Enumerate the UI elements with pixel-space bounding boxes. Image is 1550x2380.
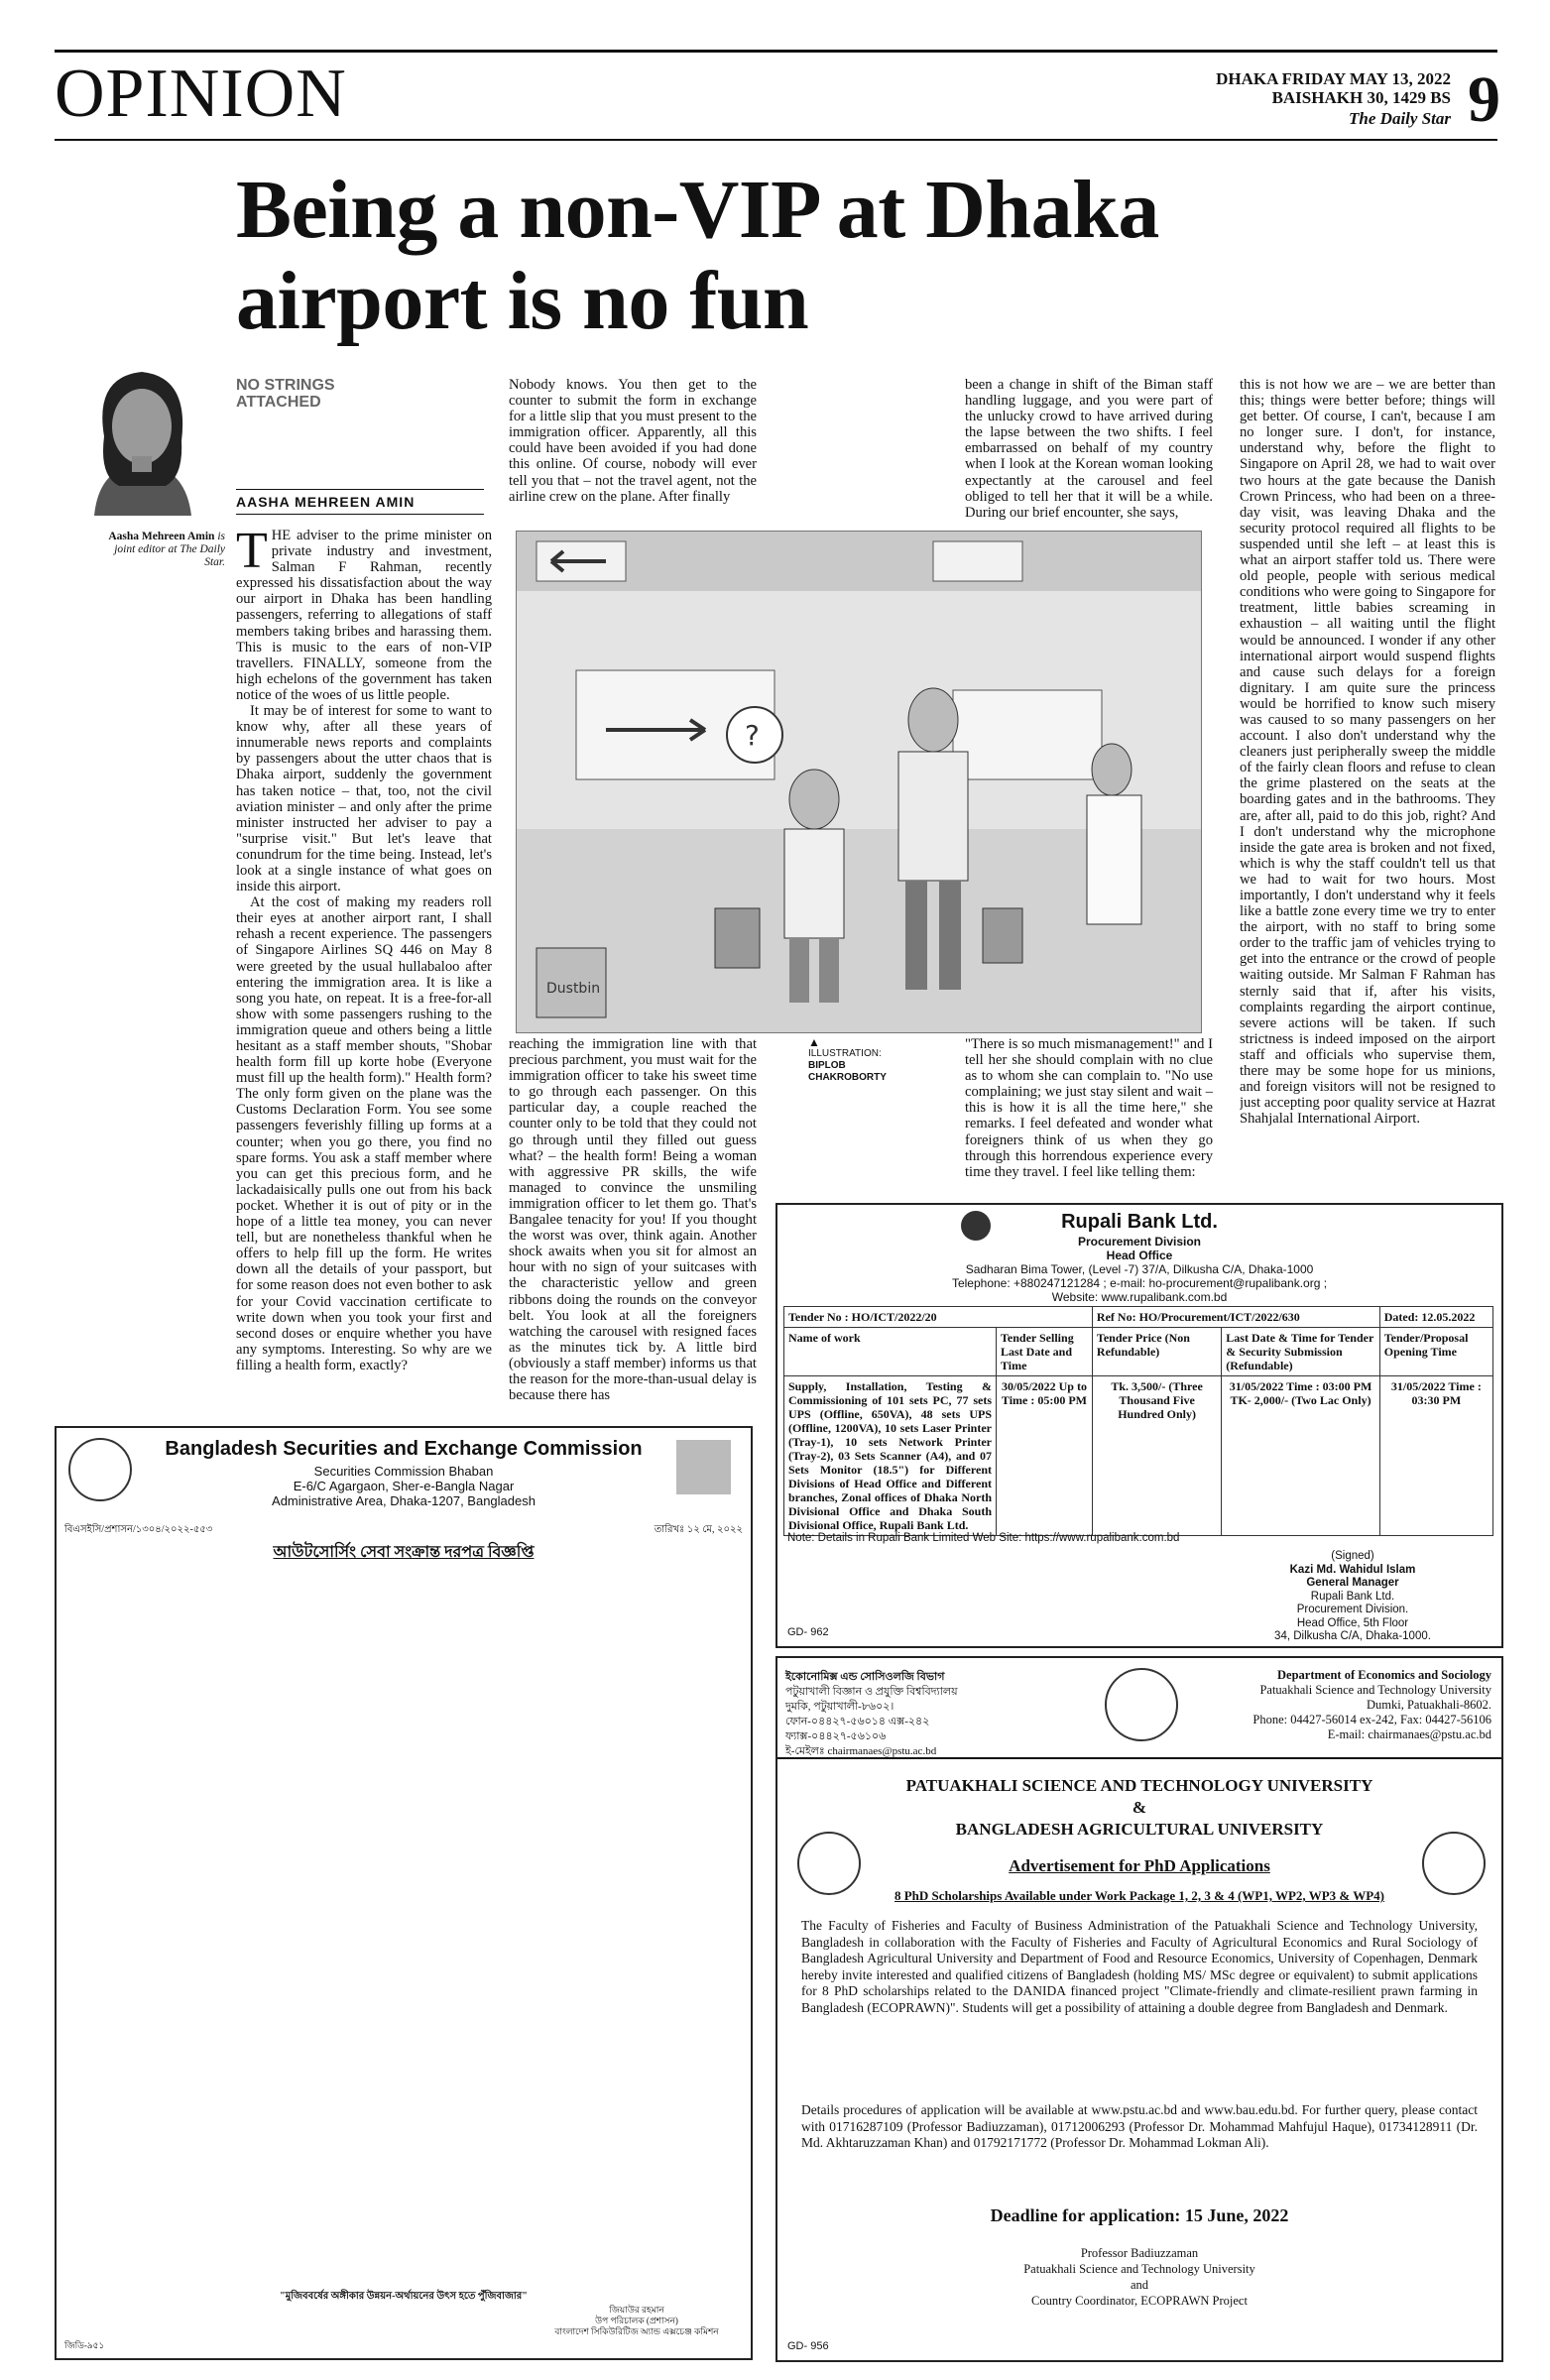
article-column-1 [236,528,492,1410]
bsec-title: Bangladesh Securities and Exchange Commission [165,1438,643,1460]
bsec-signature [533,2305,741,2337]
ad-divider [777,1757,1501,1759]
bsec-ref: বিএসইসি/প্রশাসন/১৩০৪/২০২২-৫৫৩ [64,1524,213,1535]
bn-line: দুমকি, পটুয়াখালী-৮৬০২। [785,1701,894,1713]
article-column-3-bottom [965,1036,1213,1205]
svg-text:?: ? [745,719,760,752]
bsec-code: জিডি-৯৫১ [64,2340,105,2350]
author-bio-name: Aasha Mehreen Amin [108,531,215,542]
bank-office: Head Office [1106,1249,1173,1262]
adv-title: Advertisement for PhD Applications [1009,1856,1270,1875]
col-header: Name of work [784,1328,997,1376]
adv-body-1: The Faculty of Fisheries and Faculty of Business Administration of the Patuakhali Science and Technology University, Bangladesh in collaboration with the Faculty of Fisheries and Faculty of Agricultural Economics and Rural Sociology of Bangladesh Agricultural University and Department of Food and Resource Economics, University of Copenhagen, Denmark hereby invite interested and qualified citizens of Bangladesh (holding MS/ MSc degree or equivalent) to submit applications for 8 PhD scholarships related to the DANIDA financed project "Climate-friendly and climate-resilient prawn farming in Bangladesh (ECOPRAWN)". Students will get a possibility of attaining a double degree from Bangladesh and Denmark. [801,1918,1478,2015]
sign-org: বাংলাদেশ সিকিউরিটিজ অ্যান্ড এক্সচেঞ্জ কমিশন [554,2326,719,2336]
sign-line: Professor Badiuzzaman [1080,2246,1199,2260]
adv-body-2: Details procedures of application will be available at www.pstu.ac.bd and www.bau.edu.bd. For further query, please contact with 01716287109 (Professor Badiuzzaman), 01712006293 (Professor Dr. Mohammad Mahfujul Haque), 01734128911 (Dr. Md. Akhtaruzzaman Khan) and 01792171772 (Professor Dr. Mohammad Lokman Ali). [801,2102,1478,2150]
pstu-en-header [1194,1668,1491,1742]
sign-name: Kazi Md. Wahidul Islam [1289,1563,1416,1576]
pstu-logo [1105,1668,1178,1741]
paragraph: THE adviser to the prime minister on private industry and investment, Salman F Rahman, recently expressed his dissatisfaction about the way our airport in Dhaka has been handling passengers, referring to allegations of staff members taking bribes and harassing them. This is music to the ears of non-VIP travellers. FINALLY, someone from the high echelons of the government has taken notice of the woes of us little people. [236,528,492,703]
bn-line: পটুয়াখালী বিজ্ঞান ও প্রযুক্তি বিশ্ববিদ্যালয় [785,1686,958,1698]
sign-division: Procurement Division. [1296,1604,1409,1615]
bn-line: ই-মেইলঃ chairmanaes@pstu.ac.bd [785,1745,937,1757]
price-cell: Tk. 3,500/- (Three Thousand Five Hundred Only) [1092,1376,1221,1536]
page-number: 9 [1468,63,1500,136]
pstu-code: GD- 956 [787,2340,829,2352]
illustration-credit [808,1036,917,1084]
bn-line: ইকোনোমিক্স এন্ড সোসিওলজি বিভাগ [785,1671,945,1683]
bank-signature [1214,1550,1491,1644]
en-line: Dumki, Patuakhali-8602. [1366,1698,1491,1712]
adv-signature [777,2245,1501,2309]
bank-website: Website: www.rupalibank.com.bd [1051,1290,1228,1304]
credit-name: BIPLOB CHAKROBORTY [808,1060,887,1083]
dropcap: T [236,528,268,579]
submission-cell: 31/05/2022 Time : 03:00 PM TK- 2,000/- (Two Lac Only) [1222,1376,1379,1536]
sell-date-cell: 30/05/2022 Up to Time : 05:00 PM [997,1376,1093,1536]
pstu-phd-ad [775,1656,1503,2362]
sign-title: উপ পরিচালক (প্রশাসন) [595,2316,678,2325]
bank-code: GD- 962 [787,1626,829,1638]
en-line: Department of Economics and Sociology [1277,1668,1491,1682]
bsec-logo [68,1438,132,1501]
section-title: OPINION [55,56,347,132]
bsec-address-line: E-6/C Agargaon, Sher-e-Bangla Nagar [293,1479,515,1493]
en-line: Phone: 04427-56014 ex-242, Fax: 04427-56106 [1252,1713,1491,1726]
sign-line: Patuakhali Science and Technology University [1023,2262,1255,2276]
col-header: Last Date & Time for Tender & Security Submission (Refundable) [1222,1328,1379,1376]
bsec-address-line: Administrative Area, Dhaka-1207, Bangladesh [272,1493,536,1508]
bsec-date: তারিখঃ ১২ মে, ২০২২ [654,1524,743,1535]
article-column-3-top [965,377,1213,521]
column-kicker: NO STRINGS ATTACHED [236,377,335,411]
bn-line: ফোন-০৪৪২৭-৫৬০১৪ এক্স-২৪২ ফ্যাক্স-০৪৪২৭-৫৬১০৬ [785,1716,930,1742]
author-rule [236,489,484,490]
sign-bank: Rupali Bank Ltd. [1310,1590,1395,1603]
sign-name: জিয়াউর রহমান [609,2305,664,2315]
col-header: Tender Price (Non Refundable) [1092,1328,1221,1376]
headline: Being a non-VIP at Dhaka airport is no fun [236,164,1159,347]
top-rule [55,50,1497,53]
author-photo [55,347,228,516]
dateline [1216,69,1451,107]
author-rule-2 [236,514,484,515]
opening-cell: 31/05/2022 Time : 03:30 PM [1379,1376,1492,1536]
paragraph: reaching the immigration line with that precious parchment, you must wait for the immigration officer to take his sweet time to go through each passenger. On this particular day, a couple reached the counter only to be told that they could not go through until they filled out guess what? – the health form! Being a woman with aggressive PR skills, the wife managed to convince the unsmiling immigration officer to let them go. That's Bangalee tenacity for you! If you thought the worst was over, think again. Another shock awaits when you sit for almost an hour with no sign of your suitcases with the characteristic yellow and green ribbons doing the rounds on the conveyor belt. You look at all the foreigners watching the carousel with resigned faces as the minutes tick by. A little bird (obviously a staff member) informs us that the reason for the more-than-usual delay is because there has [509,1036,757,1404]
paragraph: this is not how we are – we are better than this; things were better before; things will get better. Of course, I can't, because I am no longer sure. I don't, for instance, understand why, before the flight to Singapore on April 28, we had to wait over two hours at the gate because the Danish Crown Princess, who had been on a three-day visit, was leaving Dhaka and the security protocol required all flights to be suspended until she left – at least this is what an airport staffer told us. There were old people, people with serious medical conditions who were going to Singapore for treatment, little babies screaming in exhaustion – all waiting until the flight would be announced. I wonder if any other international airport would suspend flights and cause such delays for a foreign dignitary. I am quite sure the princess would be horrified to know such misery was caused to so many passengers on her account. I also don't understand why the cleaners just peripherally sweep the middle of the fairly clean floors and refuse to clean the grime plastered on the seats at the boarding gates and in the bathrooms. They are, after all, paid to do this job, right? And I don't understand why the microphone inside the gate area is broken and not fixed, which is why the staff couldn't tell us that we had to wait for two hours. Most importantly, I don't understand why it feels like a battle zone every time we try to enter the airport, with no staff to bring some order to the traffic jam of vehicles trying to get into the entrance or the crowd of people waiting outside. Mr Salman F Rahman has sternly said that if, after his visits, complaints regarding the airport continue, severe actions will be taken. If such strictness is indeed imposed on the airport staff and officials who supervise them, there may be some hope for us minions, and foreign visitors will not be resigned to just accepting poor quality service at Hazrat Shahjalal International Airport. [1240,377,1495,1128]
bank-note: Note: Details in Rupali Bank Limited Web Site: https://www.rupalibank.com.bd [787,1532,1180,1544]
en-line: Patuakhali Science and Technology University [1259,1683,1491,1697]
bsec-notice-title: আউটসোর্সিং সেবা সংক্রান্ত দরপত্র বিজ্ঞপ্তি [273,1544,535,1561]
article-illustration [516,531,1202,1033]
signed: (Signed) [1331,1550,1374,1562]
sign-line: Country Coordinator, ECOPRAWN Project [1031,2294,1248,2308]
bank-address: Sadharan Bima Tower, (Level -7) 37/A, Dilkusha C/A, Dhaka-1000 [965,1262,1314,1276]
masthead-logo: The Daily Star [1349,109,1451,128]
uni-bau: BANGLADESH AGRICULTURAL UNIVERSITY [955,1820,1324,1839]
header-rule [55,139,1497,141]
bsec-address [136,1464,671,1508]
date-line-2: BAISHAKH 30, 1429 BS [1271,88,1451,107]
paragraph: At the cost of making my readers roll their eyes at another airport rant, I shall rehash a recent experience. The passengers of Singapore Airlines SQ 446 on May 8 were greeted by the usual hullabaloo after entering the immigration area. It is like a song you hate, on repeat. It is a free-for-all show with some passengers rushing to the immigration queue and others being a little hesitant as a staff member shouts, "Shobar health form fill up korte hobe (Everyone must fill up the health form)." Health form? The only form given on the plane was the Customs Declaration Form. You see some passengers feverishly filling up forms at a counter; when you go there, you find no spare forms. You ask a staff member where you can get this precious form, and he lackadaisically pulls one out from his back pocket. Whether it is out of pity or in the hope of a little tea money, you can never tell, but are nonetheless thankful when he offers to help fill up the form. He writes down all the details of your passport, but for some reason does not even bother to ask for your Covid vaccination certificate to write down when you took your first and second doses or enquire whether you have any symptoms. Interesting. So why are we filling a health form, exactly? [236,894,492,1373]
adv-subtitle: 8 PhD Scholarships Available under Work Package 1, 2, 3 & 4 (WP1, WP2, WP3 & WP4) [894,1888,1385,1903]
work-cell: Supply, Installation, Testing & Commissioning of 101 sets PC, 77 sets UPS (Offline, 650VA), 48 sets UPS (Offline, 1200VA), 10 sets Laser Printer (Tray-1), 10 sets Network Printer (Tray-2), 03 Sets Scanner (A4), and 07 Sets Monitor (18.5") for Different Divisions of Head Office and Different branches, Zonal offices of Dhaka North Divisional Office and Dhaka South Divisional Office, Rupali Bank Ltd. [784,1376,997,1536]
en-line: E-mail: chairmanaes@pstu.ac.bd [1327,1727,1491,1741]
pstu-bn-header [785,1670,1023,1759]
sign-title: General Manager [1306,1577,1399,1589]
tender-dated: Dated: 12.05.2022 [1379,1307,1492,1328]
university-headings [857,1775,1422,1841]
article-column-2-top [509,377,757,521]
bank-title: Rupali Bank Ltd. [1061,1211,1218,1233]
bsec-address-line: Securities Commission Bhaban [313,1464,494,1479]
col-header: Tender Selling Last Date and Time [997,1328,1093,1376]
date-line-1: DHAKA FRIDAY MAY 13, 2022 [1216,69,1451,88]
adv-deadline: Deadline for application: 15 June, 2022 [990,2205,1289,2225]
svg-text:Dustbin: Dustbin [546,981,601,997]
bank-division: Procurement Division [1077,1235,1202,1249]
sign-address: 34, Dilkusha C/A, Dhaka-1000. [1274,1630,1431,1642]
paragraph: been a change in shift of the Biman staff handling luggage, and you were part of the unlucky crowd to have arrived during the lapse between the two shifts. I feel embarrassed on behalf of my country when I look at the Korean woman looking expectantly at the carousel and feel obliged to tell her that it will be a while. During our brief encounter, she says, [965,377,1213,521]
rupali-bank-ad [775,1203,1503,1648]
paragraph: It may be of interest for some to want to know why, after all these years of innumerable news reports and complaints by passengers about the utter chaos that is Dhaka airport, suddenly the government has taken notice – that, too, not the civil aviation minister – and only after the prime minister instructed her adviser to pay a "surprise visit." But let's leave that conundrum for the time being. Instead, let's look at a single instance of what goes on inside this airport. [236,703,492,895]
portrait-emblem [676,1440,731,1494]
sign-office: Head Office, 5th Floor [1296,1616,1409,1629]
uni-amp: & [1132,1798,1147,1817]
triangle-icon: ▲ [808,1035,820,1049]
author-bio [104,531,225,569]
article-column-2-bottom [509,1036,757,1408]
tender-table [783,1306,1493,1536]
bsec-tender-ad [55,1426,753,2360]
paragraph: Nobody knows. You then get to the counter to submit the form in exchange for a little slip that you must present to the immigration officer. Apparently, all this could have been avoided if you had done this online. Of course, nobody will ever tell you that – not the travel agent, not the airline crew on the plane. After finally [509,377,757,505]
author-byline: AASHA MEHREEN AMIN [236,494,416,510]
bank-header [777,1235,1501,1304]
bank-contact: Telephone: +880247121284 ; e-mail: ho-procurement@rupalibank.org ; [951,1276,1328,1290]
tender-no: Tender No : HO/ICT/2022/20 [784,1307,1093,1328]
uni-pstu: PATUAKHALI SCIENCE AND TECHNOLOGY UNIVERSITY [905,1776,1373,1795]
paragraph: "There is so much mismanagement!" and I tell her she should complain with no clue as to whom she can complain to. "No use complaining; we just stay silent and wait – this is how it is all the time here," she remarks. I feel defeated and wonder what foreigners think of us when they go through this horrendous experience every time they travel. I feel like telling them: [965,1036,1213,1180]
col-header: Tender/Proposal Opening Time [1379,1328,1492,1376]
credit-label: ILLUSTRATION: [808,1048,882,1059]
bsec-slogan: "মুজিববর্ষের অঙ্গীকার উন্নয়ন-অর্থায়নের উৎস হতে পুঁজিবাজার" [280,2291,528,2302]
author-bio-text: is joint editor at The Daily Star. [114,531,225,568]
ref-no: Ref No: HO/Procurement/ICT/2022/630 [1092,1307,1379,1328]
sign-line: and [1130,2278,1149,2292]
